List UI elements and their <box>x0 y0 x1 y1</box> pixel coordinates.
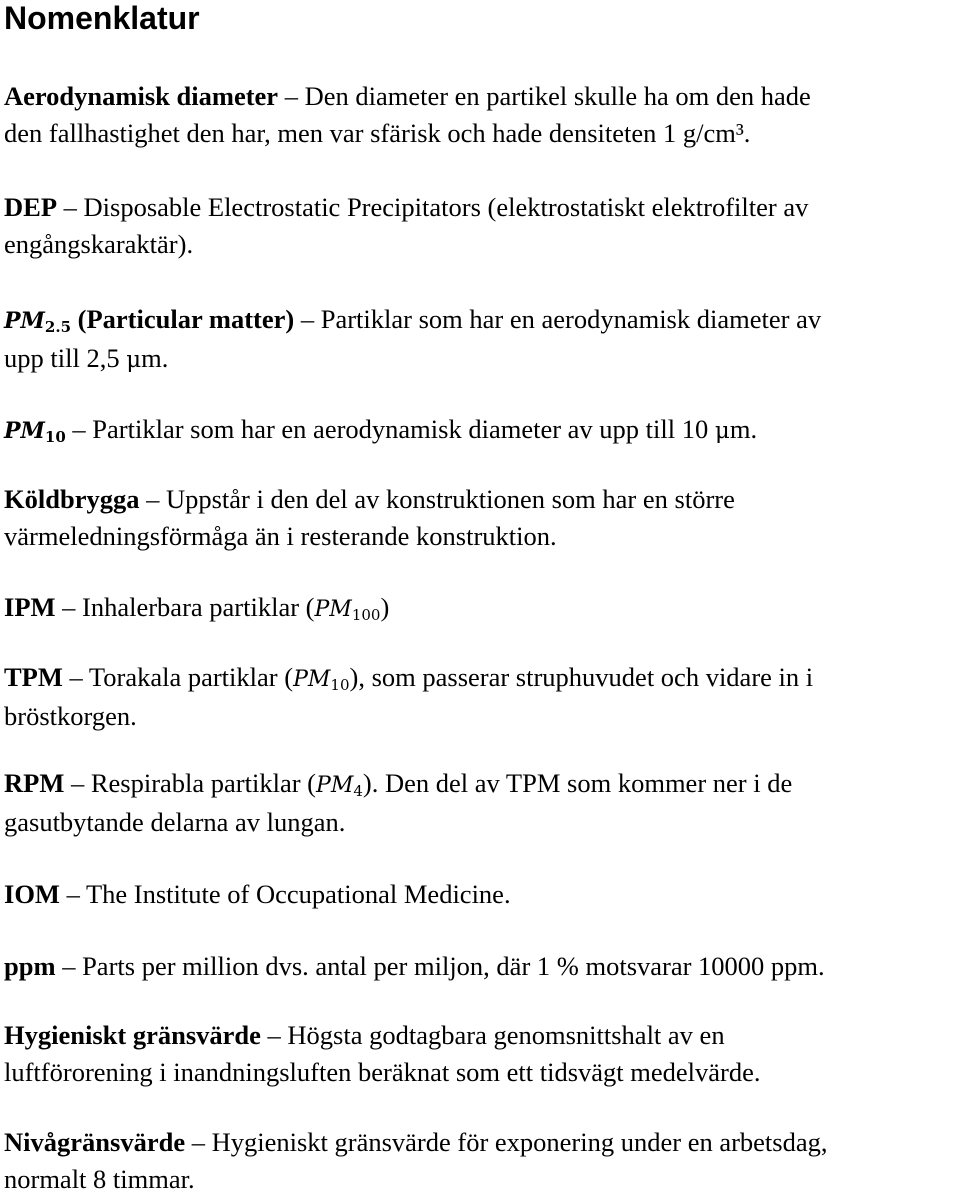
entry-line <box>4 78 811 115</box>
glossary-term: IOM <box>4 879 60 909</box>
glossary-entry-aerodynamisk-diameter <box>4 78 811 152</box>
glossary-term: Nivågränsvärde <box>4 1127 186 1157</box>
definition-text: luftförorening i inandningsluften beräknat som ett tidsvägt medelvärde. <box>4 1057 761 1087</box>
definition-text: den fallhastighet den har, men var sfärisk och hade densiteten 1 g/cm³. <box>4 118 751 148</box>
definition-text: Högsta godtagbara genomsnittshalt av en <box>287 1020 725 1050</box>
entry-line <box>4 1017 761 1054</box>
definition-text: Hygieniskt gränsvärde för exponering under en arbetsdag, <box>211 1127 828 1157</box>
entry-line <box>4 301 821 340</box>
term-dash: – <box>278 81 305 111</box>
page-title: Nomenklatur <box>4 0 200 36</box>
entry-line <box>4 1124 828 1161</box>
definition-text: upp till 2,5 <box>4 343 127 373</box>
math-symbol: $PM_{10}$ <box>4 418 66 446</box>
entry-line <box>4 765 792 804</box>
term-dash: – <box>59 879 86 909</box>
definition-text: gasutbytande delarna av lungan. <box>4 807 346 837</box>
glossary-term: IPM <box>4 592 56 622</box>
term-dash: – <box>294 304 321 334</box>
term-dash: – <box>65 414 93 444</box>
definition-text: ) <box>380 592 390 622</box>
math-symbol: $PM_{100}$ <box>314 597 381 624</box>
glossary-entry-dep <box>4 189 808 263</box>
glossary-entry-ppm <box>4 948 825 985</box>
glossary-term: Aerodynamisk diameter <box>4 81 279 111</box>
math-symbol: $PM_4$ <box>316 773 363 800</box>
glossary-entry-ipm <box>4 589 389 628</box>
entry-line <box>4 659 813 698</box>
definition-text: Respirabla partiklar ( <box>90 768 317 798</box>
definition-text: engångskaraktär). <box>4 229 194 259</box>
term-dash: – <box>55 951 83 981</box>
entry-line <box>4 876 511 913</box>
glossary-term: Hygieniskt gränsvärde <box>4 1020 261 1050</box>
math-symbol: $PM_{10}$ <box>293 667 350 694</box>
definition-text: Torakala partiklar ( <box>88 662 294 692</box>
term-dash: – <box>57 192 84 222</box>
glossary-term: (Particular matter) <box>77 304 295 334</box>
definition-text: normalt 8 timmar. <box>4 1164 195 1194</box>
definition-text: Parts per million dvs. antal per miljon, där 1 % motsvarar 10000 ppm. <box>82 951 825 981</box>
definition-text: Den diameter en partikel skulle ha om den hade <box>304 81 811 111</box>
term-dash: – <box>185 1127 212 1157</box>
glossary-entry-pm2-5 <box>4 301 821 379</box>
entry-line <box>4 411 757 450</box>
definition-text: Disposable Electrostatic Precipitators (elektrostatiskt elektrofilter av <box>83 192 809 222</box>
glossary-entry-iom <box>4 876 511 913</box>
glossary-term: DEP <box>4 192 57 222</box>
glossary-term: ppm <box>4 951 56 981</box>
term-dash: – <box>139 484 166 514</box>
definition-text: The Institute of Occupational Medicine. <box>85 879 511 909</box>
glossary-entry-nivagransvarde <box>4 1124 828 1198</box>
definition-text: Inhalerbara partiklar ( <box>82 592 315 622</box>
term-dash: – <box>260 1020 288 1050</box>
entry-line <box>4 948 825 985</box>
unit-symbol: μ <box>126 347 142 373</box>
definition-text: m. <box>141 343 169 373</box>
glossary-term: RPM <box>4 768 65 798</box>
term-dash: – <box>62 662 89 692</box>
glossary-entry-tpm <box>4 659 813 735</box>
entry-line <box>4 189 808 226</box>
definition-text: Partiklar som har en aerodynamisk diameter av <box>320 304 822 334</box>
definition-text: Uppstår i den del av konstruktionen som har en större <box>165 484 735 514</box>
entry-line <box>4 589 389 628</box>
definition-text: Partiklar som har en aerodynamisk diameter av upp till 10 <box>92 414 715 444</box>
entry-line <box>4 340 821 379</box>
unit-symbol: μ <box>714 418 730 444</box>
definition-text: ). Den del av TPM som kommer ner i de <box>362 768 793 798</box>
entry-line <box>4 481 735 518</box>
term-dash: – <box>55 592 83 622</box>
glossary-entry-koldbrygga <box>4 481 735 555</box>
glossary-entry-pm10 <box>4 411 757 450</box>
glossary-entry-rpm <box>4 765 792 841</box>
definition-text: värmeledningsförmåga än i resterande konstruktion. <box>4 521 557 551</box>
definition-text: ), som passerar struphuvudet och vidare in i <box>349 662 814 692</box>
definition-text: m. <box>729 414 758 444</box>
definition-text: bröstkorgen. <box>4 701 137 731</box>
term-dash: – <box>64 768 91 798</box>
glossary-term: TPM <box>4 662 63 692</box>
math-symbol: $PM_{2.5}$ <box>4 308 72 336</box>
glossary-term: Köldbrygga <box>4 484 140 514</box>
glossary-entry-hygieniskt-gransvarde <box>4 1017 761 1091</box>
